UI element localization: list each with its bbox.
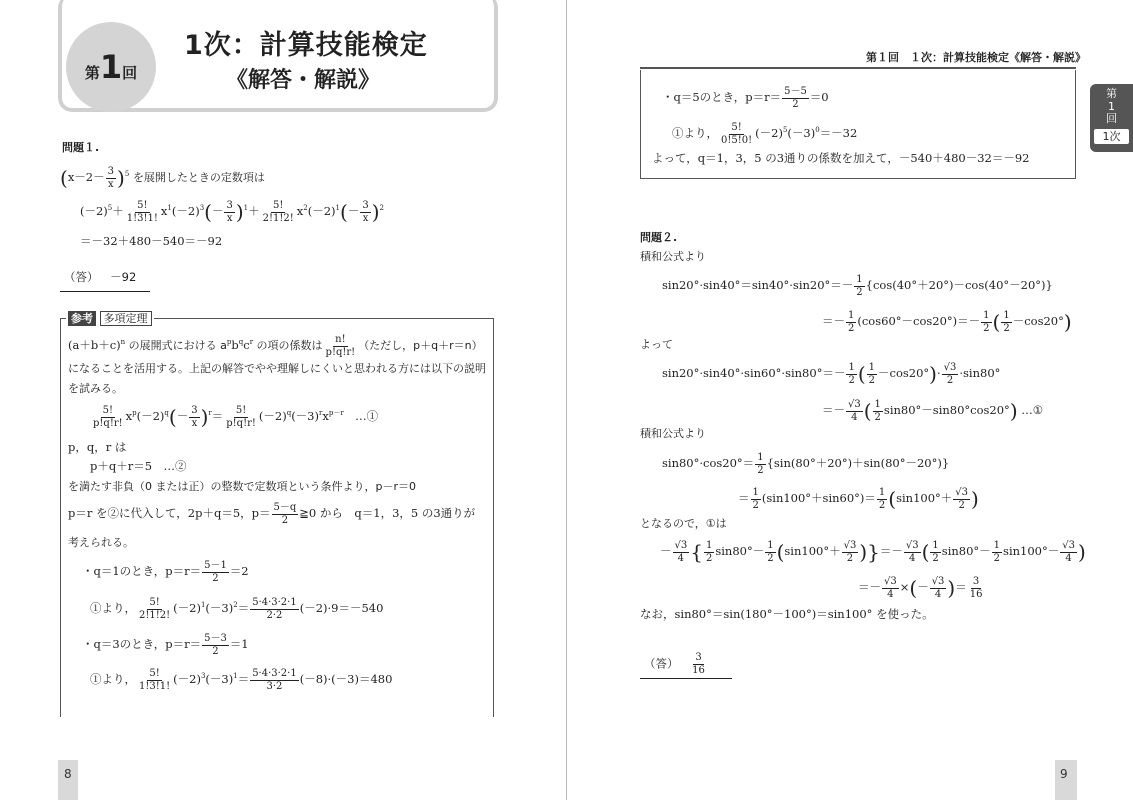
r-line6-b: (sin100°＋sin60°)＝ [761,491,876,505]
ref-line7: を満たす非負（0 または正）の整数で定数項という条件より，p－r＝0 [68,480,416,493]
p1-answer-value: －92 [110,270,137,284]
r-line3-b: －cos20° [878,366,930,380]
q1-a: ・q＝1のとき，p＝r＝ [82,564,202,578]
ref-line1-c: の項の係数は [253,339,323,352]
side-tab [1090,84,1133,152]
r-line4-c: …① [1021,403,1044,417]
sum-line: よって，q＝1，3，5 の3通りの係数を加えて，－540＋480－32＝－92 [652,151,1030,165]
q3-d: (－8)·(－3)＝480 [299,672,393,686]
r-line3-c: ·sin80° [959,366,1001,380]
r-line6: ＝ $\frac{1}{2}$ (sin100°＋sin60°)＝ $\frac{1}{2}$ (sin100°＋ $\frac{√3}{2}$ ) [738,487,979,511]
r-line1: sin20°·sin40°＝sin40°·sin20°＝－ $\frac{1}{2}$ {cos(40°＋20°)－cos(40°－20°)} [662,274,1053,298]
ref-line8-a: p＝r を②に代入して，2p＋q＝5，p＝ [68,506,271,520]
problem2-title: 問題２. [640,231,678,244]
right-page-number: 9 [1060,767,1068,781]
ref-line1-a: (a＋b＋c) [68,338,121,352]
running-head: 第１回 １次：計算技能検定《解答・解説》 [866,51,1086,64]
ref-line8-b: ≧0 から q＝1，3，5 の3通りが [299,506,476,520]
r-line4-a: ＝－ [822,403,845,417]
badge-number: 1 [99,48,123,86]
r-line1-b: {cos(40°＋20°)－cos(40°－20°)} [865,278,1053,292]
r-line4: ＝－ $\frac{√3}{4}$ ( $\frac{1}{2}$ sin80°－sin80°cos20°) …① [822,399,1044,423]
r-line5-b: {sin(80°＋20°)＋sin(80°－20°)} [766,456,950,470]
r-line8: ＝－ $\frac{√3}{4}$ ×(－ $\frac{√3}{4}$ )＝ $\frac{3}{16}$ [858,576,983,600]
badge-suffix: 回 [122,64,138,82]
r-line3-a: sin20°·sin40°·sin60°·sin80°＝－ [662,366,846,380]
running-head-rule [640,67,1076,69]
r-line2-b: (cos60°－cos20°)＝－ [857,314,981,328]
ref-line1-d: （ただし，p＋q＋r＝n） [358,339,483,352]
q1-c: ①より， [90,601,136,615]
r-line4-b: sin80°－sin80°cos20° [883,403,1010,417]
r-line2-a: ＝－ [822,314,845,328]
r-line6-a: ＝ [738,491,750,505]
page-divider [566,0,567,800]
nao-line: なお，sin80°＝sin(180°－100°)＝sin100° を使った。 [640,607,934,621]
chapter-title: 1次：計算技能検定 [184,30,428,61]
problem1-title: 問題１. [62,141,100,154]
p2-answer [644,652,708,676]
q5-calc: ①より， $\frac{5!}{0!5!0!}$ $(-2)^5(-3)^0=-32$ [672,122,858,146]
reference-tag: 参考 [68,311,96,326]
side-tab-bottom: 1次 [1094,129,1129,144]
r-line3: sin20°·sin40°·sin60°·sin80°＝－ $\frac{1}{2}$ ( $\frac{1}{2}$ －cos20°)· $\frac{√3}{2}$ ·sin80° [662,362,1001,386]
p2-answer-den: 16 [692,664,705,676]
ref-line1: $(a+b+c)^n$ の展開式における $a^pb^qc^r$ の項の係数は $\frac{n!}{p!q!r!}$ （ただし，p＋q＋r＝n） [68,334,483,358]
reference-label [66,310,154,326]
ref-line1-b: の展開式における a [125,339,227,352]
q5-line: ・q＝5のとき，p＝r＝ $\frac{5-5}{2}$ ＝0 [662,86,829,110]
prod-formula-label-2: 積和公式より [640,427,706,440]
r-line5-a: sin80°·cos20°＝ [662,456,755,470]
chapter-badge [66,22,156,112]
q5-d: ＝－32 [819,126,858,140]
q1-d: (－2)·9＝－540 [299,601,384,615]
ref-line5: p，q，r は [68,440,127,454]
ref-line8: p＝r を②に代入して，2p＋q＝5，p＝ $\frac{5-q}{2}$ ≧0 から q＝1，3，5 の3通りが [68,502,476,526]
p2-answer-label: （答） [644,656,679,671]
p1-text: を展開したときの定数項は [132,171,265,184]
p1-answer-underline [60,291,150,292]
p1-answer-label: （答） [64,270,99,284]
chapter-subtitle: 《解答・解説》 [226,68,381,93]
tonaru-label: となるので，①は [640,517,727,530]
p1-result-line: ＝－32＋480－540＝－92 [80,234,223,248]
side-tab-top: 第 1 回 [1106,87,1117,126]
badge-prefix: 第 [84,64,100,82]
ref-line6: p＋q＋r＝5 …② [90,459,187,473]
q1-b: ＝2 [229,564,249,578]
prod-formula-label: 積和公式より [640,250,706,263]
p1-expansion: $(-2)^5+$ $\frac{5!}{1!3!1!}$ $x^1(-2)^3(-$ $\frac{3}{x}$ )$^1$＋ $\frac{5!}{2!1!2!}$ $x^2(-2)^1(-$ $\frac{3}{x}$ )$^2$ [80,200,384,224]
r-line5: sin80°·cos20°＝ $\frac{1}{2}$ {sin(80°＋20°)＋sin(80°－20°)} [662,452,950,476]
q5-c: ①より， [672,126,718,140]
p2-answer-underline [640,678,732,679]
q3-b: ＝1 [229,637,249,651]
q5-a: ・q＝5のとき，p＝r＝ [662,90,782,104]
reference-title: 多項定理 [100,311,152,326]
q3-a: ・q＝3のとき，p＝r＝ [82,637,202,651]
ref-formula1: $\frac{5!}{p!q!r!}$ $x^p(-2)^q(-$ $\frac{3}{x}$ )$^r$＝ $\frac{5!}{p!q!r!}$ $(-2)^q(-3)^rx^{p-r}$ …① [93,405,379,429]
ref-line2: になることを活用する。上記の解答でやや理解しにくいと思われる方には以下の説明 [68,362,486,375]
q1-calc: ①より， $\frac{5!}{2!1!2!}$ $(-2)^1(-3)^2=$ $\frac{5\cdot 4\cdot 3\cdot 2\cdot 1}{2\cdot 2}$ (－2)·9＝－540 [90,597,384,621]
p1-answer [64,272,136,284]
left-page-number: 8 [64,767,72,781]
q3-calc: ①より， $\frac{5!}{1!3!1!}$ $(-2)^3(-3)^1=$ $\frac{5\cdot 4\cdot 3\cdot 2\cdot 1}{3\cdot 2}$ (－8)·(－3)＝480 [90,668,393,692]
ref-line9: 考えられる。 [68,536,134,549]
r-line6-c: sin100°＋ [896,491,953,505]
p2-answer-num: 3 [695,652,702,663]
r-line1-a: sin20°·sin40°＝sin40°·sin20°＝－ [662,278,854,292]
p1-expression-line: (x－2－ $\frac{3}{x}$ )$^5$ を展開したときの定数項は [60,166,265,190]
q3-c: ①より， [90,672,136,686]
q1-line: ・q＝1のとき，p＝r＝ $\frac{5-1}{2}$ ＝2 [82,560,249,584]
r-line2-c: －cos20° [1012,314,1064,328]
r-line2: ＝－ $\frac{1}{2}$ (cos60°－cos20°)＝－ $\frac{1}{2}$ ( $\frac{1}{2}$ －cos20°) [822,310,1072,334]
q5-b: ＝0 [809,90,829,104]
yotte-label: よって [640,338,673,351]
ref-line3: を試みる。 [68,382,123,395]
r-line7: － $\frac{√3}{4}$ { $\frac{1}{2}$ sin80°－ $\frac{1}{2}$ (sin100°＋ $\frac{√3}{2}$ )}＝－ $\frac{√3}{4}$ ( $\frac{1}{2}$ sin80°－ $\frac{1}{2}$ sin100°－ $\frac{√3}{4}$ ) [660,540,1086,564]
q3-line: ・q＝3のとき，p＝r＝ $\frac{5-3}{2}$ ＝1 [82,633,249,657]
